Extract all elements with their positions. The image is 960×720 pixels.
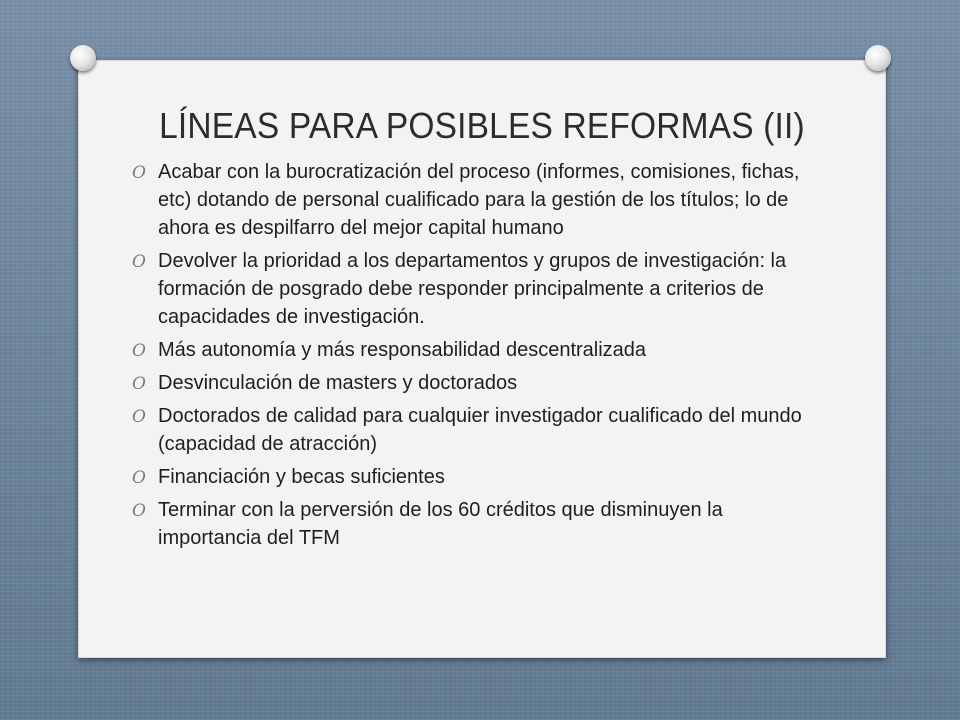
bullet-o-icon: O xyxy=(132,252,146,272)
bullet-text: Financiación y becas suficientes xyxy=(158,466,445,488)
list-item xyxy=(130,496,830,552)
bullet-text: Acabar con la burocratización del proceso (informes, comisiones, fichas, etc) dotando de personal cualificado para la gestión de los títulos; lo de ahora es despilfarro del mejor capital humano xyxy=(158,161,800,239)
list-item xyxy=(130,463,830,491)
pushpin-icon xyxy=(865,45,891,71)
bullet-text: Doctorados de calidad para cualquier investigador cualificado del mundo (capacidad de atracción) xyxy=(158,405,802,455)
bullet-o-icon: O xyxy=(132,163,146,183)
list-item xyxy=(130,369,830,397)
bullet-list xyxy=(130,158,830,557)
list-item xyxy=(130,158,830,242)
list-item xyxy=(130,247,830,331)
bullet-o-icon: O xyxy=(132,407,146,427)
bullet-text: Desvinculación de masters y doctorados xyxy=(158,372,518,394)
bullet-text: Terminar con la perversión de los 60 créditos que disminuyen la importancia del TFM xyxy=(158,499,723,549)
pushpin-icon xyxy=(70,45,96,71)
bullet-o-icon: O xyxy=(132,374,146,394)
bullet-o-icon: O xyxy=(132,468,146,488)
bullet-text: Más autonomía y más responsabilidad descentralizada xyxy=(158,339,647,361)
list-item xyxy=(130,336,830,364)
bullet-o-icon: O xyxy=(132,341,146,361)
bullet-o-icon: O xyxy=(132,501,146,521)
list-item xyxy=(130,402,830,458)
bullet-text: Devolver la prioridad a los departamentos y grupos de investigación: la formación de posgrado debe responder principalmente a criterios de capacidades de investigación. xyxy=(158,250,787,328)
slide-title: LÍNEAS PARA POSIBLES REFORMAS (II) xyxy=(159,105,805,146)
